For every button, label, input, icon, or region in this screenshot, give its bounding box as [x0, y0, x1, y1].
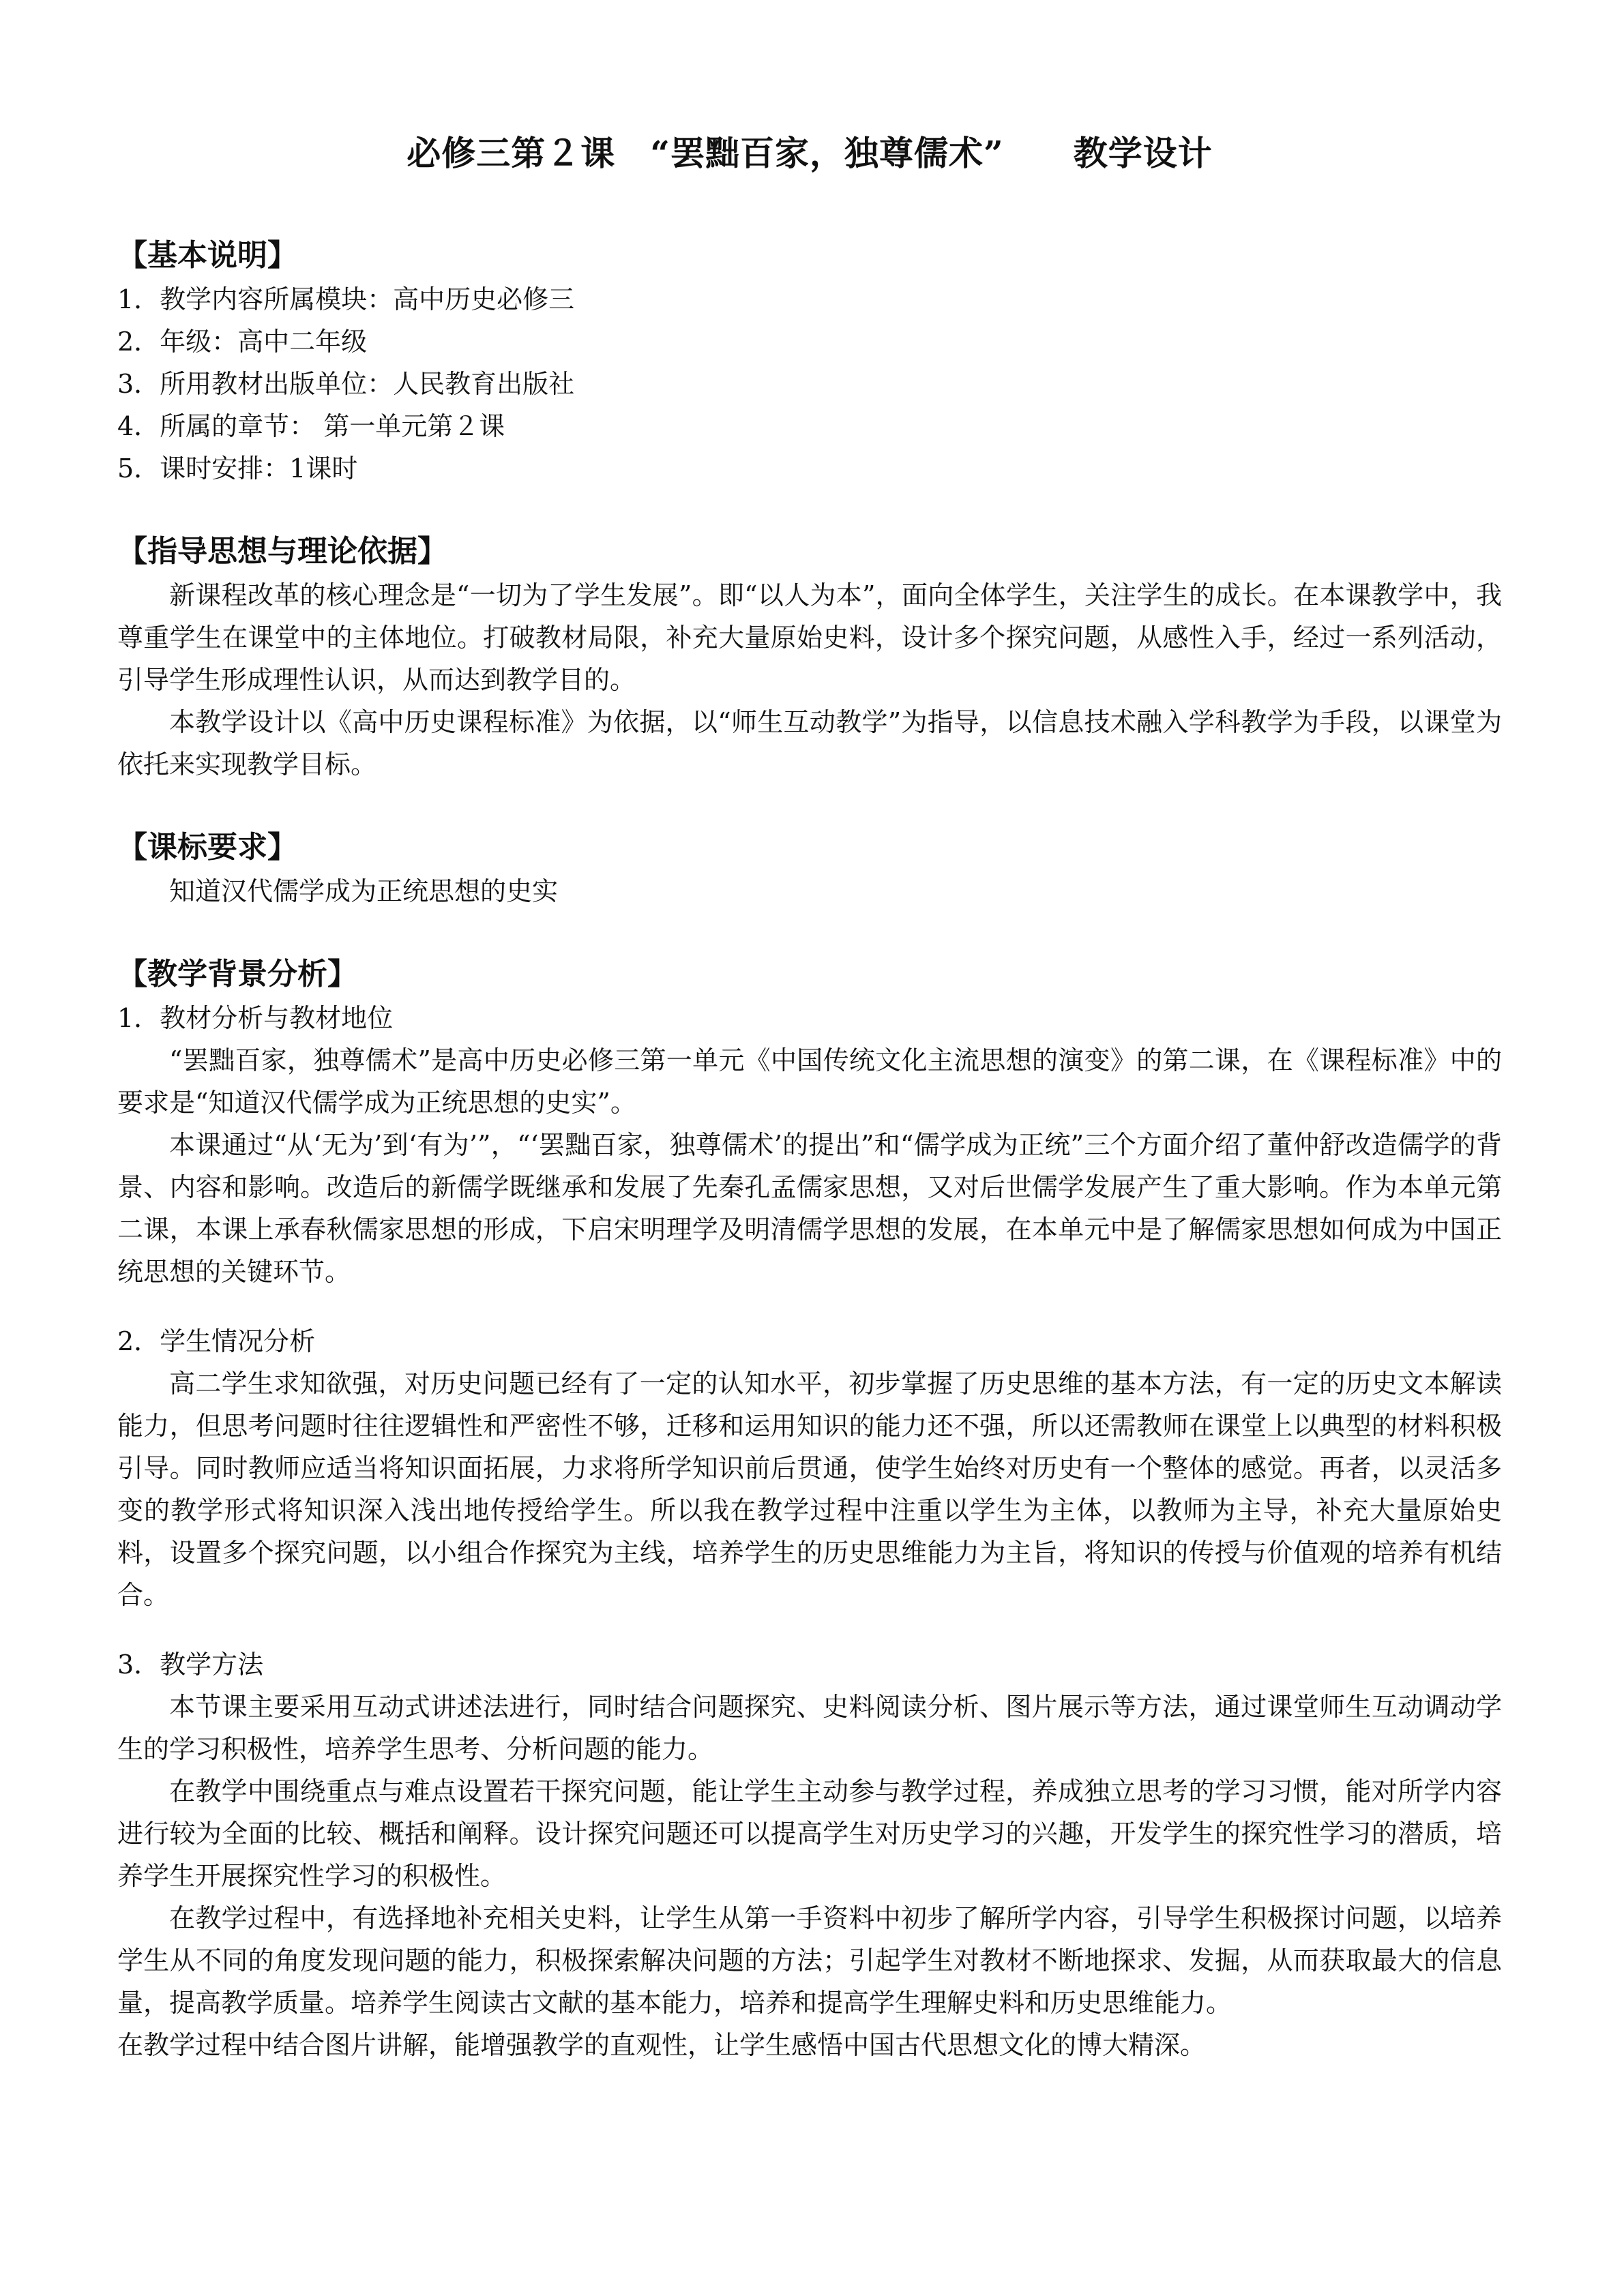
basic-item-chapter: 4．所属的章节： 第一单元第２课 [117, 411, 505, 441]
paragraph: 高二学生求知欲强，对历史问题已经有了一定的认知水平，初步掌握了历史思维的基本方法，有一定的历史文本解读能力，但思考问题时往往逻辑性和严密性不够，迁移和运用知识的能力还不强，所以还需教师在课堂上以典型的材料积极引导。同时教师应适当将知识面拓展，力求将所学知识前后贯通，使学生始终对历史有一个整体的感觉。再者，以灵活多变的教学形式将知识深入浅出地传授给学生。所以我在教学过程中注重以学生为主体，以教师为主导，补充大量原始史料，设置多个探究问题，以小组合作探究为主线，培养学生的历史思维能力为主旨，将知识的传授与价值观的培养有机结合。 [117, 1369, 1502, 1610]
section-heading: 【基本说明】 [117, 238, 297, 273]
basic-item-hours: 5．课时安排：1课时 [117, 453, 358, 483]
subsection-methods [117, 1643, 1502, 2066]
section-background [117, 952, 1502, 2066]
basic-item-grade: 2．年级：高中二年级 [117, 327, 368, 357]
paragraph: 新课程改革的核心理念是“一切为了学生发展”。即“以人为本”，面向全体学生，关注学生的成长。在本课教学中，我尊重学生在课堂中的主体地位。打破教材局限，补充大量原始史料，设计多个探究问题，从感性入手，经过一系列活动，引导学生形成理性认识，从而达到教学目的。 [117, 580, 1502, 695]
subsection-students [117, 1320, 1502, 1616]
paragraph: 在教学过程中结合图片讲解，能增强教学的直观性，让学生感悟中国古代思想文化的博大精深。 [117, 2030, 1207, 2060]
subsection-title: 3．教学方法 [117, 1650, 264, 1680]
paragraph: 本教学设计以《高中历史课程标准》为依据，以“师生互动教学”为指导，以信息技术融入学科教学为手段，以课堂为依托来实现教学目标。 [117, 707, 1502, 779]
paragraph: 本课通过“从‘无为’到‘有为’”，“‘罢黜百家，独尊儒术’的提出”和“儒学成为正统”三个方面介绍了董仲舒改造儒学的背景、内容和影响。改造后的新儒学既继承和发展了先秦孔孟儒家思想，又对后世儒学发展产生了重大影响。作为本单元第二课，本课上承春秋儒家思想的形成，下启宋明理学及明清儒学思想的发展，在本单元中是了解儒家思想如何成为中国正统思想的关键环节。 [117, 1130, 1502, 1287]
document-page [117, 123, 1502, 2106]
section-standard [117, 825, 1502, 912]
paragraph: 在教学过程中，有选择地补充相关史料，让学生从第一手资料中初步了解所学内容，引导学生积极探讨问题，以培养学生从不同的角度发现问题的能力，积极探索解决问题的方法；引起学生对教材不断地探求、发掘，从而获取最大的信息量，提高教学质量。培养学生阅读古文献的基本能力，培养和提高学生理解史料和历史思维能力。 [117, 1903, 1502, 2018]
section-heading: 【课标要求】 [117, 830, 297, 865]
paragraph: “罢黜百家，独尊儒术”是高中历史必修三第一单元《中国传统文化主流思想的演变》的第二课，在《课程标准》中的要求是“知道汉代儒学成为正统思想的史实”。 [117, 1045, 1502, 1118]
paragraph: 本节课主要采用互动式讲述法进行，同时结合问题探究、史料阅读分析、图片展示等方法，通过课堂师生互动调动学生的学习积极性，培养学生思考、分析问题的能力。 [117, 1692, 1502, 1764]
document-title: 必修三第２课 “罢黜百家，独尊儒术” 教学设计 [407, 133, 1213, 173]
section-guiding [117, 529, 1502, 786]
subsection-title: 2．学生情况分析 [117, 1326, 316, 1356]
basic-item-module: 1．教学内容所属模块：高中历史必修三 [117, 284, 575, 314]
paragraph: 在教学中围绕重点与难点设置若干探究问题，能让学生主动参与教学过程，养成独立思考的学习习惯，能对所学内容进行较为全面的比较、概括和阐释。设计探究问题还可以提高学生对历史学习的兴趣，开发学生的探究性学习的潜质，培养学生开展探究性学习的积极性。 [117, 1776, 1502, 1891]
subsection-title: 1．教材分析与教材地位 [117, 1003, 394, 1033]
section-heading: 【教学背景分析】 [117, 957, 357, 992]
section-basic [117, 233, 1502, 490]
paragraph: 知道汉代儒学成为正统思想的史实 [169, 876, 559, 906]
subsection-textbook [117, 997, 1502, 1293]
basic-item-publisher: 3．所用教材出版单位：人民教育出版社 [117, 369, 575, 399]
section-heading: 【指导思想与理论依据】 [117, 534, 447, 569]
